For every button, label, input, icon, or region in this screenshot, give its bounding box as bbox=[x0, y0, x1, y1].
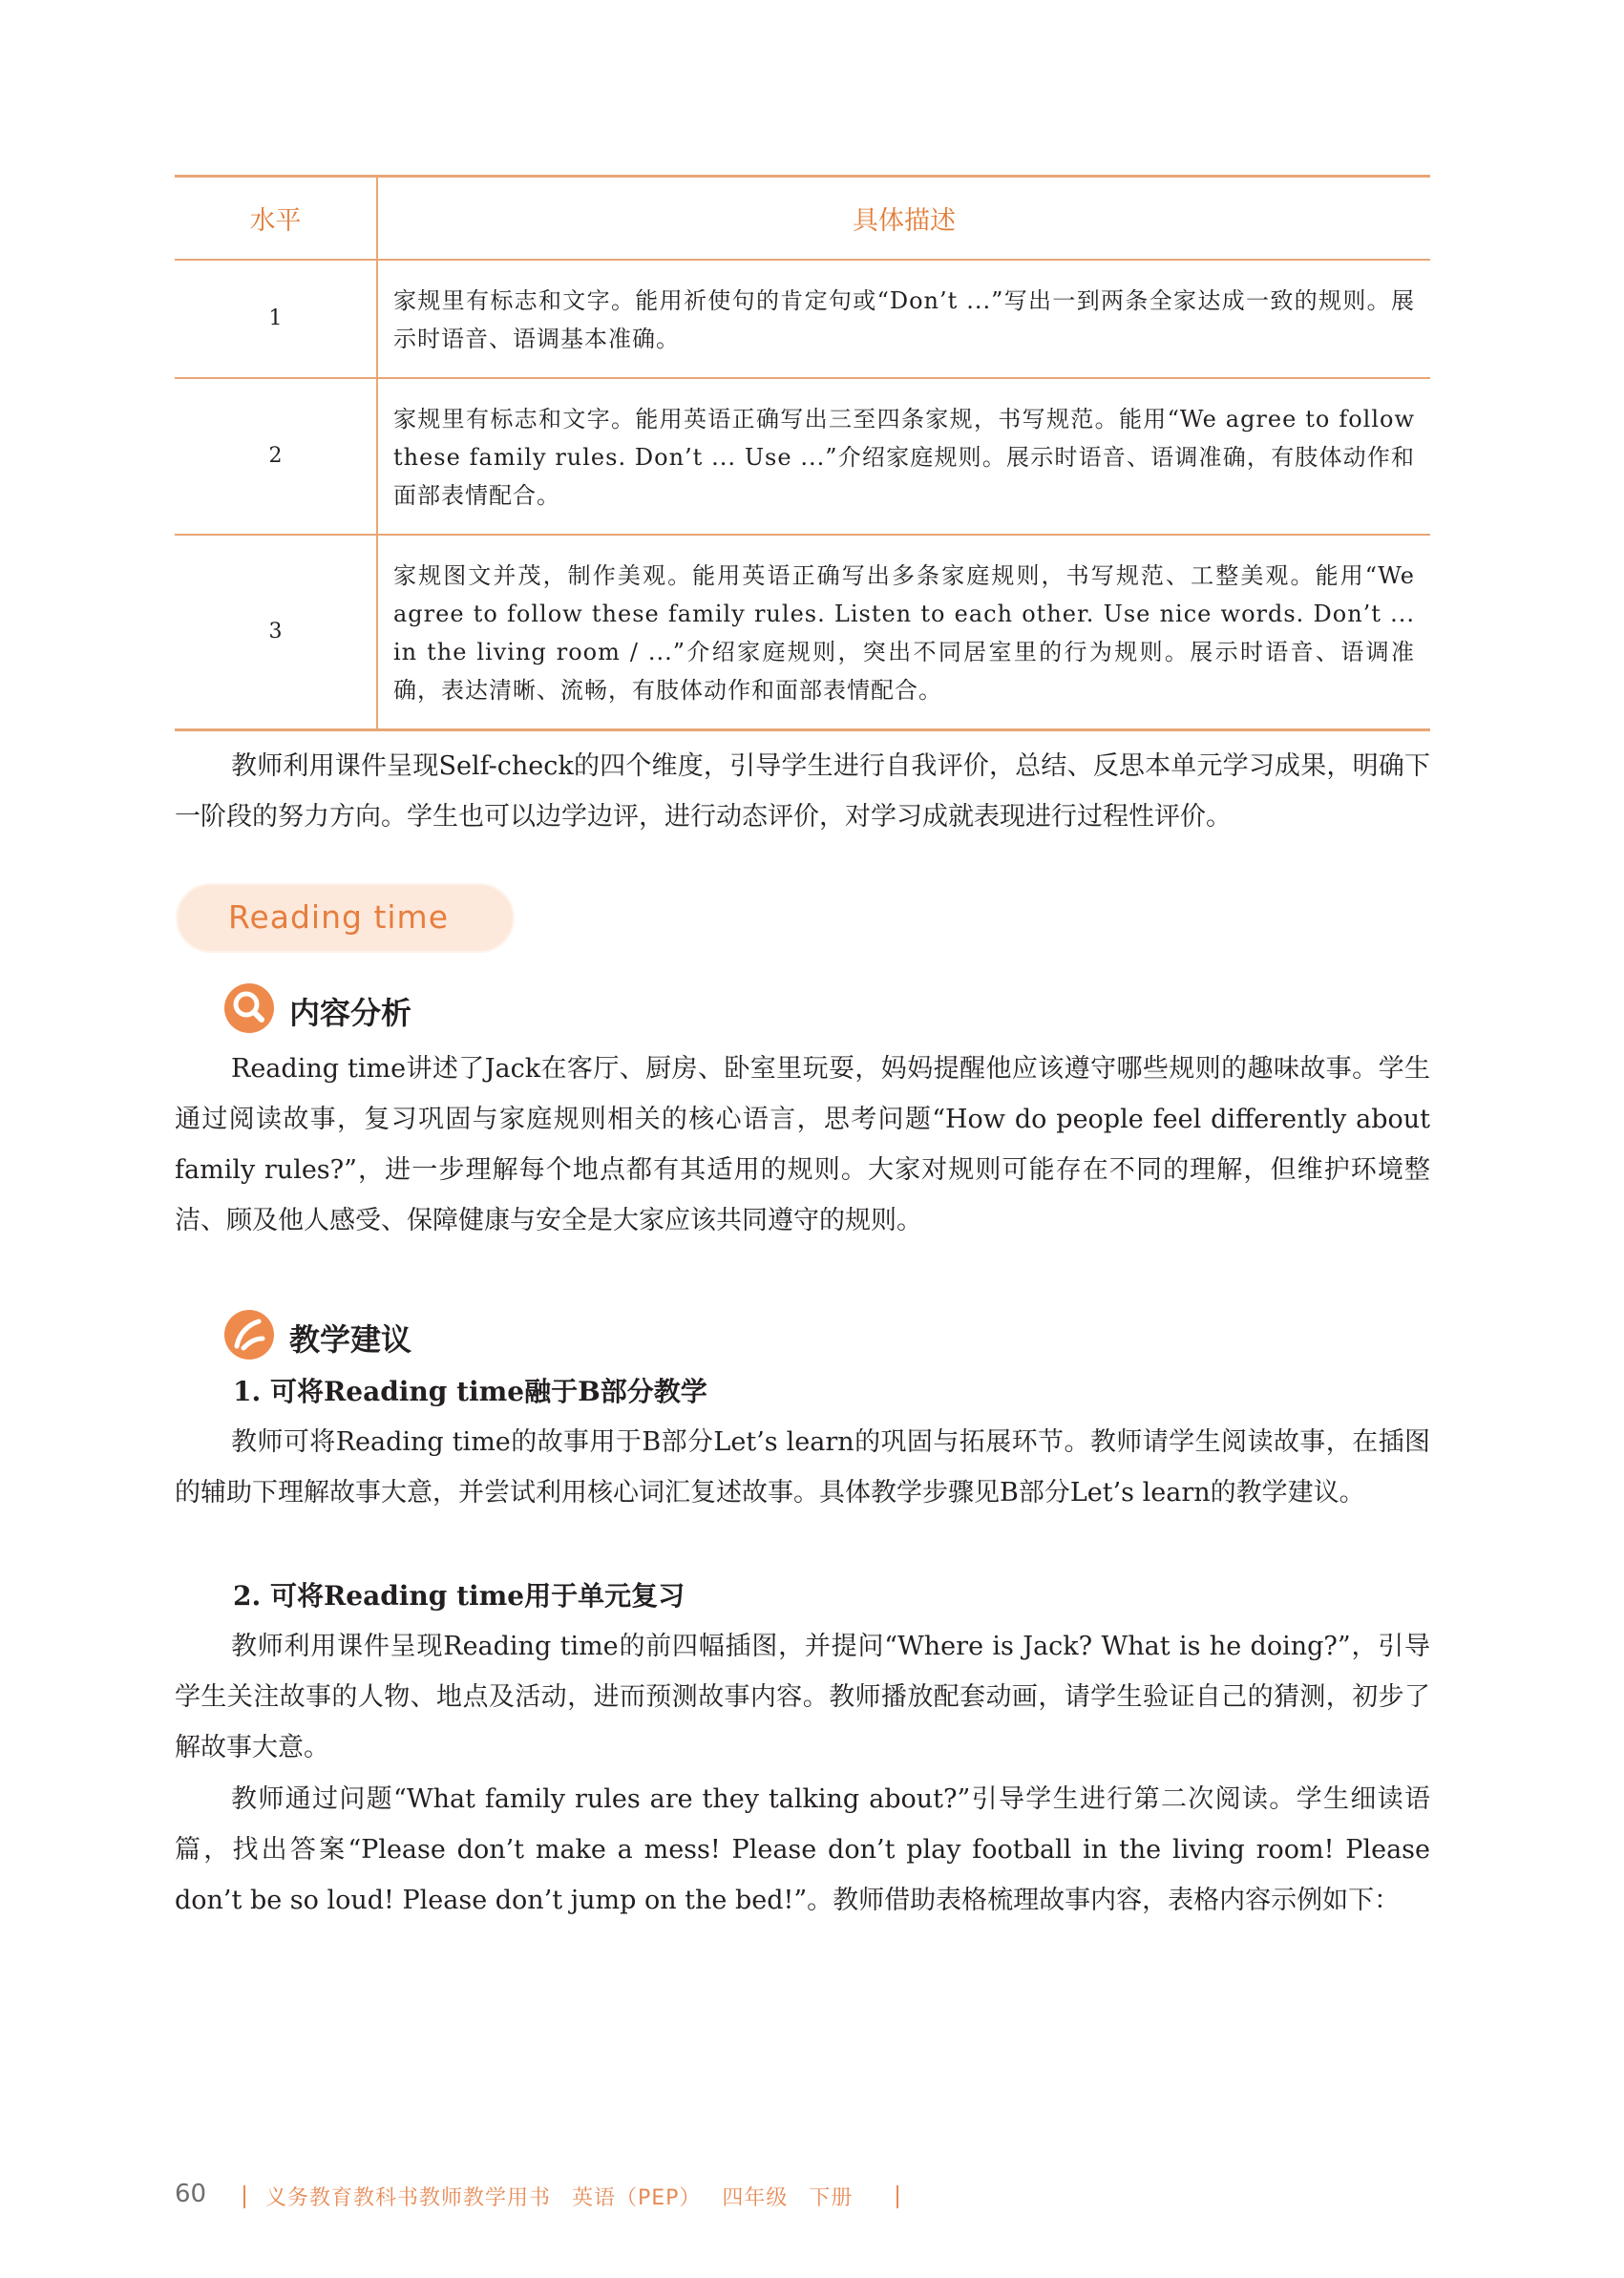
level-cell: 1 bbox=[175, 260, 377, 378]
description-cell: 家规里有标志和文字。能用祈使句的肯定句或“Don’t ...”写出一到两条全家达成一致的规则。展示时语音、语调基本准确。 bbox=[393, 286, 1415, 352]
suggestion-1-title: 1. 可将Reading time融于B部分教学 bbox=[233, 1376, 707, 1407]
table-row bbox=[175, 535, 1430, 730]
page-number: 60 bbox=[175, 2180, 207, 2208]
table-header-row bbox=[175, 177, 1430, 260]
header-level: 水平 bbox=[175, 177, 377, 260]
pen-icon bbox=[224, 1310, 274, 1360]
assessment-table bbox=[175, 175, 1430, 731]
content-analysis-paragraph: Reading time讲述了Jack在客厅、厨房、卧室里玩耍，妈妈提醒他应该遵守哪些规则的趣味故事。学生通过阅读故事，复习巩固与家庭规则相关的核心语言，思考问题“How do people feel differently about family rules?”，进一步理解每个地点都有其适用的规则。大家对规则可能存在不同的理解，但维护环境整洁、顾及他人感受、保障健康与安全是大家应该共同遵守的规则。 bbox=[175, 1054, 1430, 1235]
header-description: 具体描述 bbox=[853, 205, 956, 236]
suggestion-2-title: 2. 可将Reading time用于单元复习 bbox=[233, 1580, 685, 1612]
footer-divider bbox=[243, 2185, 245, 2208]
suggestion-1-paragraph: 教师可将Reading time的故事用于B部分Let’s learn的巩固与拓展环节。教师请学生阅读故事，在插图的辅助下理解故事大意，并尝试利用核心词汇复述故事。具体教学步骤见B部分Let’s learn的教学建议。 bbox=[175, 1427, 1430, 1508]
section-pill bbox=[176, 883, 515, 953]
table-row bbox=[175, 260, 1430, 378]
footer-divider bbox=[896, 2185, 898, 2208]
level-cell: 3 bbox=[175, 535, 377, 730]
description-cell: 家规图文并茂，制作美观。能用英语正确写出多条家庭规则，书写规范、工整美观。能用“We agree to follow these family rules. Listen to each other. Use nice words. Don’t ... in the living room / ...”介绍家庭规则，突出不同居室里的行为规则。展示时语音、语调准确，表达清晰、流畅，有肢体动作和面部表情配合。 bbox=[393, 561, 1415, 704]
footer-book-title: 义务教育教科书教师教学用书 英语（PEP） 四年级 下册 bbox=[265, 2186, 854, 2210]
intro-paragraph: 教师利用课件呈现Self-check的四个维度，引导学生进行自我评价，总结、反思本单元学习成果，明确下一阶段的努力方向。学生也可以边学边评，进行动态评价，对学习成就表现进行过程性评价。 bbox=[175, 751, 1430, 832]
magnifier-icon bbox=[224, 983, 274, 1033]
teaching-suggestions-title: 教学建议 bbox=[289, 1321, 412, 1358]
table-row bbox=[175, 378, 1430, 535]
suggestion-2-paragraph-1: 教师利用课件呈现Reading time的前四幅插图，并提问“Where is Jack? What is he doing?”，引导学生关注故事的人物、地点及活动，进而预测故事内容。教师播放配套动画，请学生验证自己的猜测，初步了解故事大意。 bbox=[175, 1632, 1430, 1762]
description-cell: 家规里有标志和文字。能用英语正确写出三至四条家规，书写规范。能用“We agree to follow these family rules. Don’t ... Use ...”介绍家庭规则。展示时语音、语调准确，有肢体动作和面部表情配合。 bbox=[393, 405, 1415, 509]
suggestion-2-paragraph-2: 教师通过问题“What family rules are they talking about?”引导学生进行第二次阅读。学生细读语篇，找出答案“Please don’t make a mess! Please don’t play football in the living room! Please don’t be so loud! Please don’t jump on the bed!”。教师借助表格梳理故事内容，表格内容示例如下： bbox=[175, 1784, 1430, 1915]
level-cell: 2 bbox=[175, 378, 377, 535]
content-analysis-title: 内容分析 bbox=[289, 995, 412, 1031]
section-pill-label: Reading time bbox=[228, 898, 449, 936]
